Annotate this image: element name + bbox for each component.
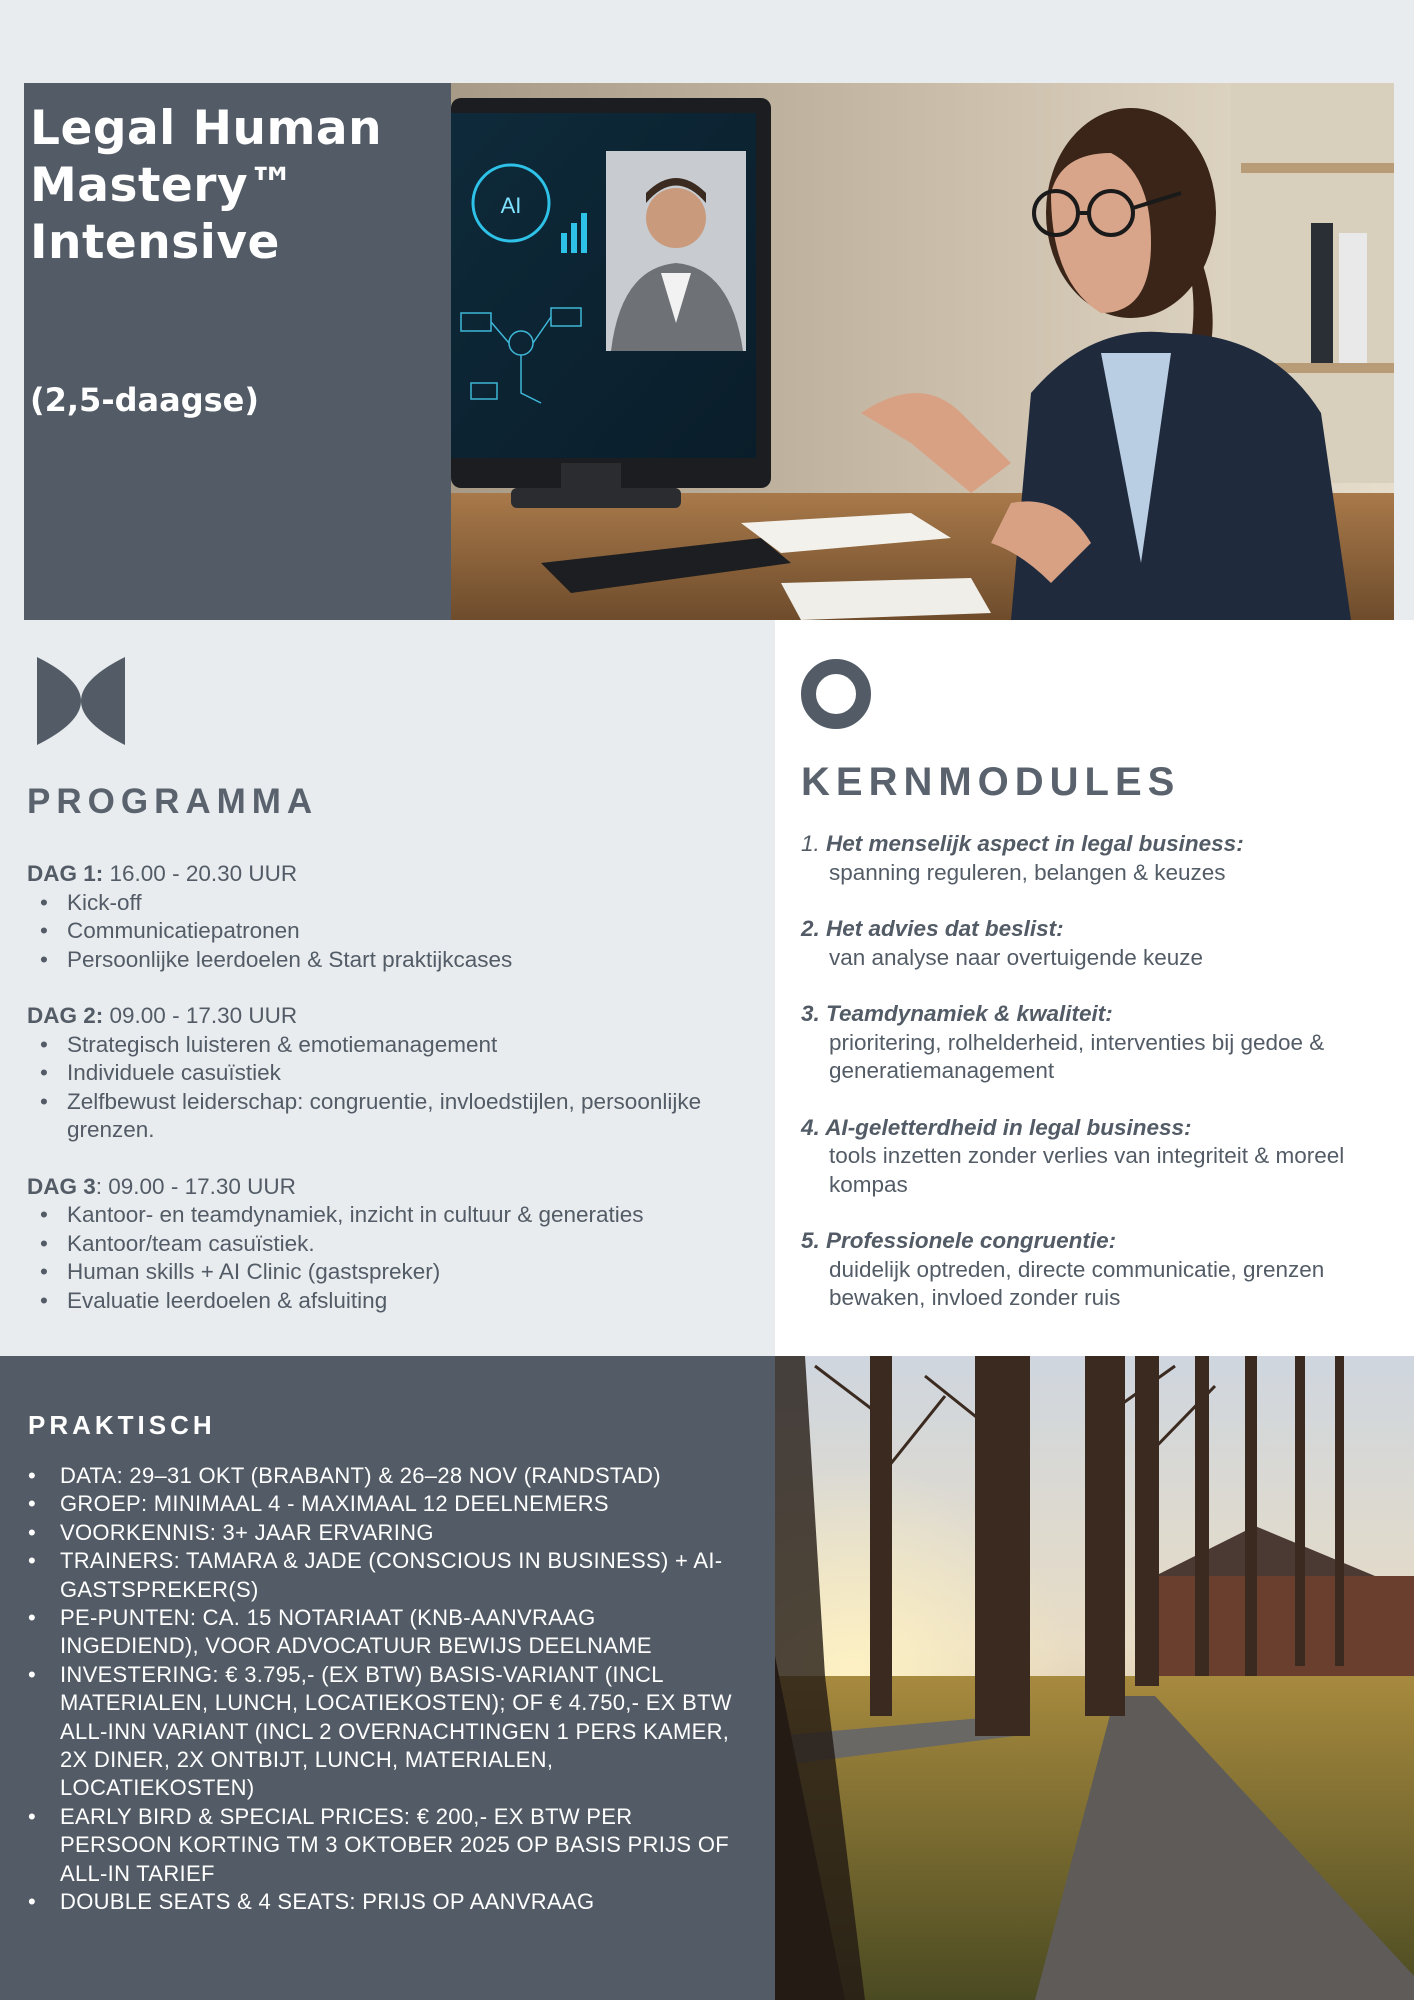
module-number: 2. — [801, 916, 820, 941]
bowtie-logo-icon — [37, 657, 125, 745]
praktisch-item: • DOUBLE SEATS & 4 SEATS: PRIJS OP AANVRAAG — [28, 1888, 738, 1916]
programma-section — [0, 620, 775, 1356]
day-agenda-list — [40, 1031, 767, 1145]
hero-subtitle: (2,5-daagse) — [30, 381, 259, 419]
kernmodules-heading: KERNMODULES — [801, 760, 1181, 804]
programma-heading: PROGRAMMA — [27, 782, 319, 821]
agenda-item: • Persoonlijke leerdoelen & Start praktijkcases — [40, 946, 767, 975]
agenda-item: • Zelfbewust leiderschap: congruentie, invloedstijlen, persoonlijke grenzen. — [40, 1088, 767, 1145]
module-item — [801, 1227, 1401, 1313]
screen-ai-label: AI — [500, 193, 522, 218]
module-description: prioritering, rolhelderheid, interventies bij gedoe & generatiemanagement — [829, 1029, 1325, 1083]
module-item — [801, 1114, 1401, 1200]
agenda-item: • Kantoor/team casuïstiek. — [40, 1230, 767, 1259]
programma-days — [27, 860, 767, 1343]
module-title: 5. Professionele congruentie: — [801, 1228, 1117, 1253]
module-description: spanning reguleren, belangen & keuzes — [829, 859, 1226, 885]
module-title: 4. AI-geletterdheid in legal business: — [801, 1114, 1192, 1140]
agenda-item: • Kick-off — [40, 889, 767, 918]
agenda-item: • Human skills + AI Clinic (gastspreker) — [40, 1258, 767, 1287]
forest-path-illustration — [775, 1356, 1414, 2000]
kernmodules-section — [775, 620, 1414, 1356]
hero-photo-illustration — [451, 83, 1394, 620]
day-time: 09.00 - 17.30 UUR — [103, 1003, 298, 1028]
forest-path-photo — [775, 1356, 1414, 2000]
module-item — [801, 1000, 1401, 1086]
agenda-item: • Individuele casuïstiek — [40, 1059, 767, 1088]
module-item — [801, 915, 1401, 972]
day-agenda-list — [40, 889, 767, 975]
module-title: 1. Het menselijk aspect in legal business: — [801, 831, 1244, 856]
praktisch-item: • PE-PUNTEN: CA. 15 NOTARIAAT (KNB-AANVRAAG INGEDIEND), VOOR ADVOCATUUR BEWIJS DEELNAME — [28, 1604, 738, 1661]
day-header — [27, 1173, 767, 1202]
day-header — [27, 1002, 767, 1031]
day-label: DAG 2: — [27, 1003, 104, 1028]
praktisch-heading: PRAKTISCH — [28, 1410, 216, 1440]
module-title: 2. Het advies dat beslist: — [801, 916, 1064, 941]
agenda-item: • Evaluatie leerdoelen & afsluiting — [40, 1287, 767, 1316]
agenda-item: • Kantoor- en teamdynamiek, inzicht in cultuur & generaties — [40, 1201, 767, 1230]
module-number: 3. — [801, 1001, 820, 1026]
praktisch-section — [0, 1356, 775, 2000]
praktisch-item: • EARLY BIRD & SPECIAL PRICES: € 200,- EX BTW PER PERSOON KORTING TM 3 OKTOBER 2025 OP BASIS PRIJS OF ALL-IN TARIEF — [28, 1803, 738, 1888]
praktisch-item: • TRAINERS: TAMARA & JADE (CONSCIOUS IN BUSINESS) + AI-GASTSPREKER(S) — [28, 1547, 738, 1604]
praktisch-item: • VOORKENNIS: 3+ JAAR ERVARING — [28, 1519, 738, 1547]
day-header — [27, 860, 767, 889]
day-label: DAG 3 — [27, 1173, 96, 1199]
ring-icon — [801, 659, 871, 729]
module-number: 4. — [801, 1114, 820, 1140]
day-block — [27, 860, 767, 974]
day-agenda-list — [40, 1201, 767, 1315]
module-description: van analyse naar overtuigende keuze — [829, 944, 1204, 970]
day-time: : 09.00 - 17.30 UUR — [95, 1173, 296, 1199]
praktisch-item: • GROEP: MINIMAAL 4 - MAXIMAAL 12 DEELNEMERS — [28, 1490, 738, 1518]
module-number: 5. — [801, 1228, 820, 1253]
day-time: 16.00 - 20.30 UUR — [103, 861, 298, 886]
module-number: 1. — [801, 831, 820, 856]
praktisch-item: • INVESTERING: € 3.795,- (EX BTW) BASIS-VARIANT (INCL MATERIALEN, LUNCH, LOCATIEKOSTEN); OF € 4.750,- EX BTW ALL-INN VARIANT (INCL 2 OVERNACHTINGEN 1 PERS KAMER, 2X DINER, 2X ONTBIJT, LUNCH, MATERIALEN, LOCATIEKOSTEN) — [28, 1661, 738, 1803]
agenda-item: • Strategisch luisteren & emotiemanagement — [40, 1031, 767, 1060]
praktisch-list — [28, 1462, 738, 1917]
module-description: tools inzetten zonder verlies van integriteit & moreel kompas — [829, 1143, 1345, 1197]
hero-photo-lawyer-video-call — [451, 83, 1394, 620]
module-description: duidelijk optreden, directe communicatie, grenzen bewaken, invloed zonder ruis — [829, 1256, 1325, 1310]
module-title: 3. Teamdynamiek & kwaliteit: — [801, 1001, 1113, 1026]
day-block — [27, 1173, 767, 1316]
module-list — [801, 830, 1401, 1341]
praktisch-item: • DATA: 29–31 OKT (BRABANT) & 26–28 NOV (RANDSTAD) — [28, 1462, 738, 1490]
day-block — [27, 1002, 767, 1145]
module-item — [801, 830, 1401, 887]
day-label: DAG 1: — [27, 861, 104, 886]
agenda-item: • Communicatiepatronen — [40, 917, 767, 946]
hero-title: Legal Human Mastery™ Intensive — [30, 101, 383, 270]
